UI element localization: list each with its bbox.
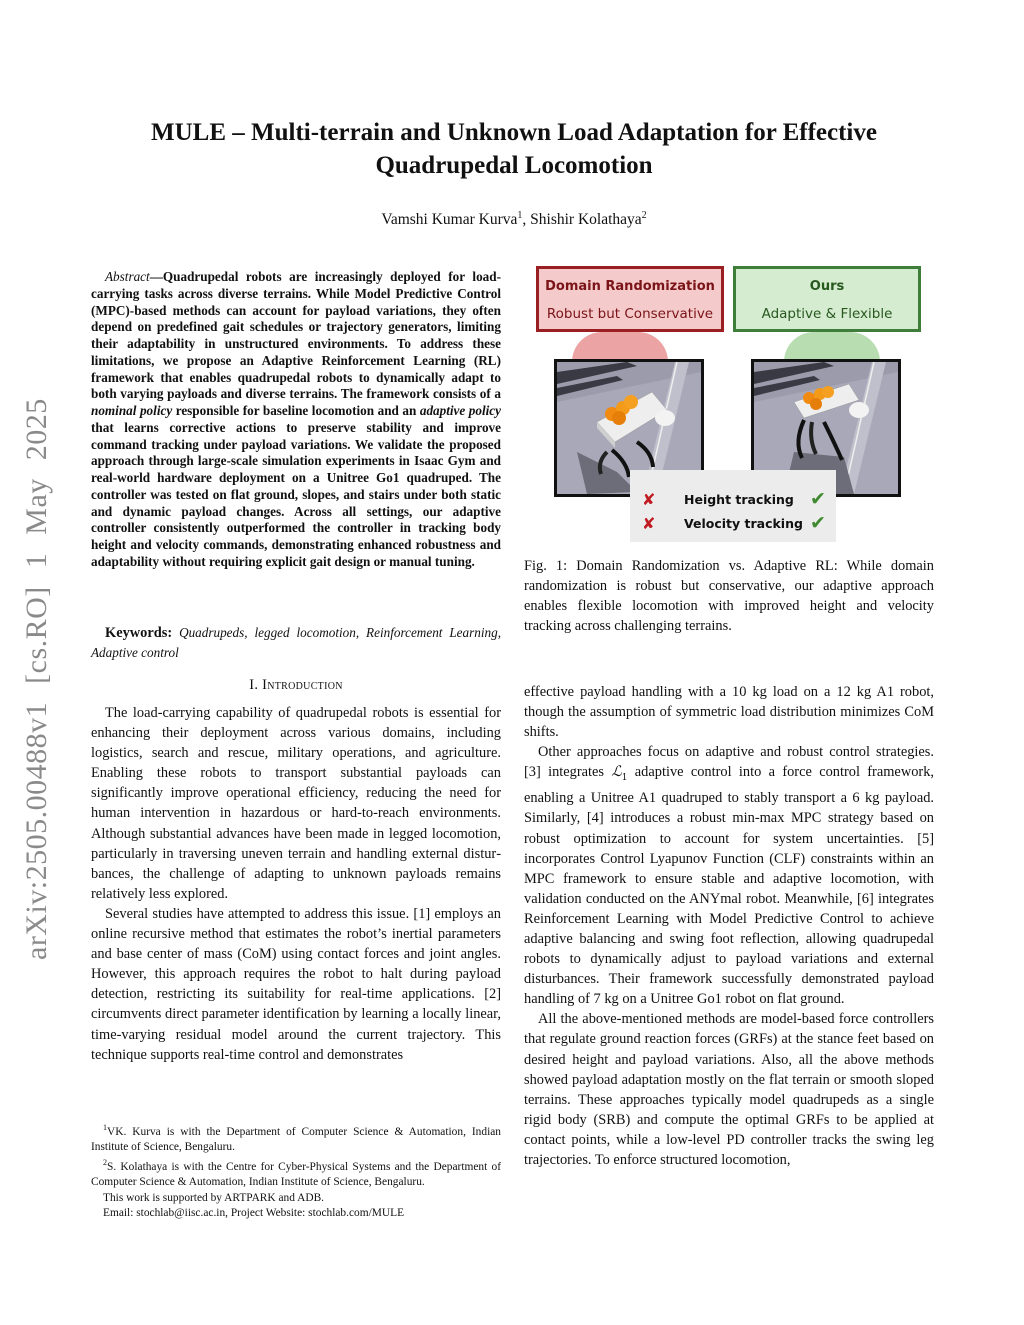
- section-heading-introduction: I. Introduction: [249, 677, 343, 693]
- footnote-text: VK. Kurva is with the Department of Computer Science & Automation, Indian Institute of Science, Bengaluru.: [91, 1125, 501, 1154]
- affiliation-mark: 1: [517, 210, 523, 221]
- abstract-text: that learns corrective actions to preserve stability and improve command tracking under payload variations. We validate the proposed approach through large-scale simulation experiments in Isaac Gym and real-world hardware deployment on a Unitree Go1 quadruped. The controller was tested on flat ground, slopes, and stairs under both static and dynamic payload changes. Across all settings, our adaptive controller consistently outperformed the controller in tracking body height and velocity commands, demonstrating enhanced robustness and adaptability without requiring explicit gait design or manual tuning.: [91, 419, 501, 569]
- cross-icon: ✘: [642, 514, 656, 533]
- footnote-mark: 1: [103, 1123, 107, 1132]
- abstract-text: Quadrupedal robots are increasingly deployed for load-carrying tasks across diverse terrains. While Model Predictive Control (MPC)-based methods can account for payload variations, they often depend on predefined gait schedules or trajectory generators, limiting their adaptability in unstructured environments. To address these limitations, we propose an Adaptive Reinforcement Learning (RL) framework that enables quadrupedal robots to dynamically adapt to both varying payloads and diverse terrains. The framework consists of a: [91, 269, 501, 402]
- box-subtitle: Adaptive & Flexible: [761, 306, 893, 322]
- tracking-row-velocity: [630, 514, 836, 534]
- abstract-emphasis: nominal policy: [91, 403, 173, 418]
- cross-icon: ✘: [642, 490, 656, 509]
- introduction-body: [91, 703, 501, 1065]
- contact-note: Email: stochlab@iisc.ac.in, Project Website: stochlab.com/MULE: [103, 1207, 405, 1220]
- paragraph: [524, 742, 934, 1009]
- math-l1-symbol: [611, 764, 628, 784]
- tracking-label: Height tracking: [684, 492, 794, 507]
- keywords-label: Keywords:: [105, 625, 173, 641]
- keywords: [91, 623, 501, 662]
- figure-1: [530, 263, 930, 541]
- domain-randomization-box: [536, 266, 724, 332]
- footnotes: [91, 1120, 501, 1221]
- paragraph: effective payload handling with a 10 kg load on a 12 kg A1 robot, though the assumption of symmetric load distribution minimizes CoM shifts.: [524, 684, 934, 741]
- right-column-body: [524, 682, 934, 1170]
- paragraph-text: Other approaches focus on adaptive and robust control strategies. [3] integrates: [524, 744, 934, 781]
- affiliation-mark: 2: [641, 210, 647, 221]
- abstract-text: responsible for baseline locomotion and an: [172, 403, 420, 418]
- author-name: Shishir Kolathaya: [530, 211, 642, 229]
- checkmark-icon: ✔: [810, 488, 826, 510]
- author-list: [90, 210, 938, 229]
- paper-title: MULE – Multi-terrain and Unknown Load Adaptation for Effective Quadrupedal Locomotion: [151, 119, 877, 179]
- connector-arch-red: [572, 332, 668, 362]
- funding-note: This work is supported by ARTPARK and ADB.: [103, 1191, 325, 1204]
- paragraph: All the above-mentioned methods are model-based force controllers that regulate ground reaction forces (GRFs) at the stance feet based on desired height and payload variations. Also, all the above methods showed payload adaptation mostly on the flat terrain or smooth sloped terrains. These approaches typically model quadrupeds as a single rigid body (SRB) and compute the optimal GRFs to be applied at contact points, while a low-level PD controller tracks the swing leg trajectories. To enforce structured locomotion,: [524, 1011, 934, 1169]
- author-name: Vamshi Kumar Kurva: [381, 211, 518, 229]
- abstract-dash: —: [149, 269, 163, 284]
- paragraph-text: adaptive control into a force control framework, enabling a Unitree A1 quadruped to stably transport a 6 kg payload. Similarly, [4] introduces a robust min-max MPC strategy based on robust optimization to account for system uncertainties. [5] incorporates Control Lyapunov Function (CLF) constraints within an MPC framework to ensure stable and adaptive locomotion, with validation conducted on the ANYmal robot. Meanwhile, [6] integrates Reinforcement Learning with Model Predictive Control to achieve adaptive balancing and swing foot reflection, allowing quadrupedal robots to dynamically adjust to payload variations and external disturbances. Their framework successfully demonstrated payload handling of 7 kg on a Unitree Go1 robot on flat ground.: [524, 764, 934, 1008]
- tracking-comparison-panel: [630, 470, 836, 542]
- math-subscript: 1: [621, 773, 628, 784]
- box-title: Domain Randomization: [545, 279, 715, 294]
- author-separator: ,: [522, 211, 531, 229]
- keywords-text: Quadrupeds, legged locomotion, Reinforcement Learning, Adaptive control: [91, 625, 501, 660]
- figure-1-caption: Fig. 1: Domain Randomization vs. Adaptive RL: While domain randomization is robust but conservative, our adaptive approach enables flexible locomotion with improved height and velocity tracking across challenging terrains.: [524, 558, 934, 635]
- abstract-label: Abstract: [105, 269, 150, 284]
- box-title: Ours: [809, 279, 845, 294]
- tracking-label: Velocity tracking: [684, 516, 803, 531]
- abstract: [91, 269, 501, 571]
- ours-box: [733, 266, 921, 332]
- checkmark-icon: ✔: [810, 512, 826, 534]
- footnote-mark: 2: [103, 1158, 107, 1168]
- math-symbol: ℒ: [611, 764, 622, 781]
- paragraph: Several studies have attempted to address this issue. [1] employs an online recursive method that estimates the robot’s inertial parameters and base center of mass (CoM) using contact forces and joint angles. However, this approach requires the robot to halt during payload detection, restricting its suitability for real-time applications. [2] circumvents direct parameter identification by learning a locally linear, time-varying residual model around the current trajectory. This technique supports real-time control and demonstrates: [91, 905, 501, 1063]
- box-subtitle: Robust but Conservative: [546, 306, 714, 322]
- tracking-row-height: [630, 490, 836, 510]
- footnote-text: S. Kolathaya is with the Centre for Cyber-Physical Systems and the Department of Computer Science & Automation, Indian Institute of Science, Bengaluru.: [91, 1161, 501, 1189]
- arxiv-identifier-stamp: arXiv:2505.00488v1 [cs.RO] 1 May 2025: [20, 398, 53, 960]
- abstract-emphasis: adaptive policy: [419, 403, 501, 418]
- connector-arch-green: [784, 332, 880, 362]
- paragraph: The load-carrying capability of quadrupedal robots is essential for enhancing their deployment across various domains, including logistics, search and rescue, military operations, and agriculture. Enabling these robots to transport substantial payloads can significantly improve operational efficiency, reducing the need for human intervention in hazardous or hard-to-reach environments. Although substantial advances have been made in legged locomotion, particularly in traversing uneven terrain and handling external disturbances, the challenge of adapting to unknown payloads remains relatively less explored.: [91, 705, 501, 902]
